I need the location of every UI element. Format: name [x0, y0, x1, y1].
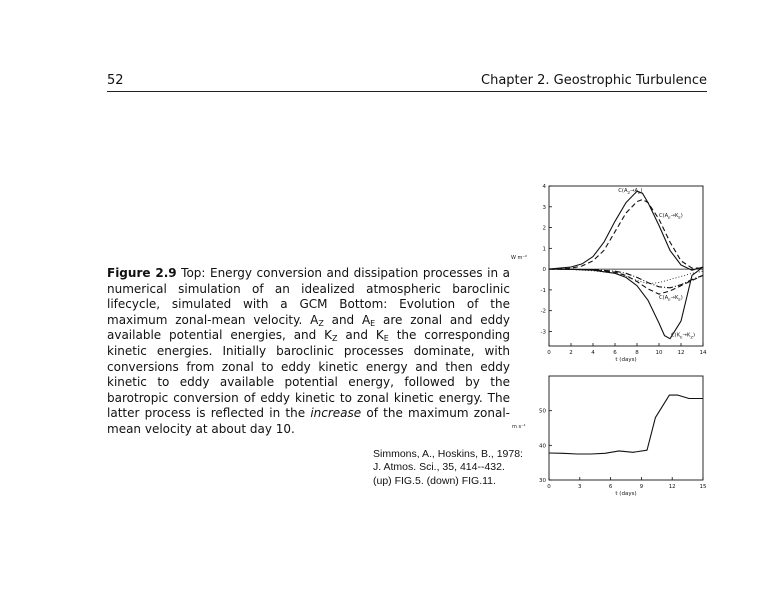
figure-label: Figure 2.9: [107, 266, 177, 280]
header-rule: [107, 91, 707, 92]
caption-text: the corresponding kinetic energies. Initially baroclinic processes dominate, with conversions from zonal to eddy kinetic energy and then eddy kinetic to eddy available potential energy, followed by the barotropic conversion of eddy kinetic to zonal kinetic energy. The latter process is reflected in the: [107, 328, 510, 421]
y-tick-label: 1: [542, 246, 546, 253]
subscript: Z: [332, 334, 338, 344]
y-tick-label: 2: [542, 225, 546, 232]
subscript: Z: [318, 318, 324, 328]
chapter-heading: Chapter 2. Geostrophic Turbulence: [481, 73, 707, 88]
page-number: 52: [107, 73, 124, 88]
x-tick-label: 12: [668, 484, 676, 490]
series-label: $C(A_Z\to A_E)$: [618, 188, 643, 196]
x-tick-label: 0: [547, 350, 551, 356]
citation-line: (up) FIG.5. (down) FIG.11.: [373, 474, 496, 487]
x-tick-label: 3: [578, 484, 582, 490]
x-axis-label: t (days): [615, 491, 637, 497]
zonal-velocity-chart: [506, 370, 712, 510]
x-tick-label: 10: [655, 350, 663, 356]
x-tick-label: 12: [677, 350, 685, 356]
y-axis-label: W m⁻²: [511, 255, 528, 261]
subscript: E: [370, 318, 376, 328]
series-line: [549, 267, 703, 339]
series-line: [549, 200, 703, 270]
series-line: [549, 269, 703, 284]
x-tick-label: 6: [613, 350, 617, 356]
y-tick-label: -3: [540, 329, 546, 336]
y-tick-label: -1: [540, 287, 546, 294]
caption-text: and: [323, 312, 362, 327]
series-label: $C(A_E\to K_E)$: [659, 213, 683, 221]
x-tick-label: 4: [591, 350, 595, 356]
y-tick-label: 4: [542, 184, 546, 190]
citation-line: Simmons, A., Hoskins, B., 1978:: [373, 448, 523, 460]
citation: [373, 448, 523, 488]
series-label: $C(K_E\to K_Z)$: [671, 332, 695, 340]
energy-conversion-chart: [506, 180, 712, 370]
caption-text: are zonal and eddy available potential energies, and: [107, 312, 510, 343]
symbol-k: K: [324, 328, 333, 343]
series-line: [549, 395, 703, 454]
caption-text: of the maximum zonal-mean velocity at about day 10.: [107, 406, 510, 436]
symbol-a: A: [310, 312, 319, 327]
y-tick-label: 50: [539, 408, 546, 415]
x-tick-label: 9: [639, 484, 644, 490]
x-tick-label: 0: [547, 484, 551, 490]
y-tick-label: 3: [542, 204, 546, 211]
citation-line: J. Atmos. Sci., 35, 414--432.: [373, 461, 505, 474]
x-tick-label: 14: [699, 350, 707, 356]
symbol-k: K: [375, 328, 384, 343]
series-label: $C(A_E\to K_E)$: [659, 295, 683, 303]
x-tick-label: 8: [635, 350, 639, 356]
y-tick-label: 30: [539, 478, 546, 484]
x-tick-label: 15: [699, 484, 707, 490]
x-tick-label: 6: [608, 484, 613, 490]
caption-text: and: [337, 328, 376, 343]
series-line: [549, 269, 703, 288]
caption-text: Top: Energy conversion and dissipation processes in a numerical simulation of an idealized atmospheric baroclinic lifecycle, simulated with a GCM Bottom: Evolution of the maximum zonal-mean velocity.: [107, 266, 511, 327]
symbol-a: A: [361, 312, 371, 327]
plot-frame: [549, 376, 703, 480]
emphasis-text: increase: [310, 406, 362, 421]
x-tick-label: 2: [569, 350, 573, 356]
x-axis-label: t (days): [615, 357, 637, 363]
y-tick-label: -2: [540, 308, 546, 315]
y-axis-label: m s⁻¹: [512, 424, 526, 430]
y-tick-label: 0: [542, 267, 546, 274]
subscript: E: [383, 334, 389, 344]
figure-caption: [107, 266, 510, 438]
y-tick-label: 40: [539, 443, 546, 450]
